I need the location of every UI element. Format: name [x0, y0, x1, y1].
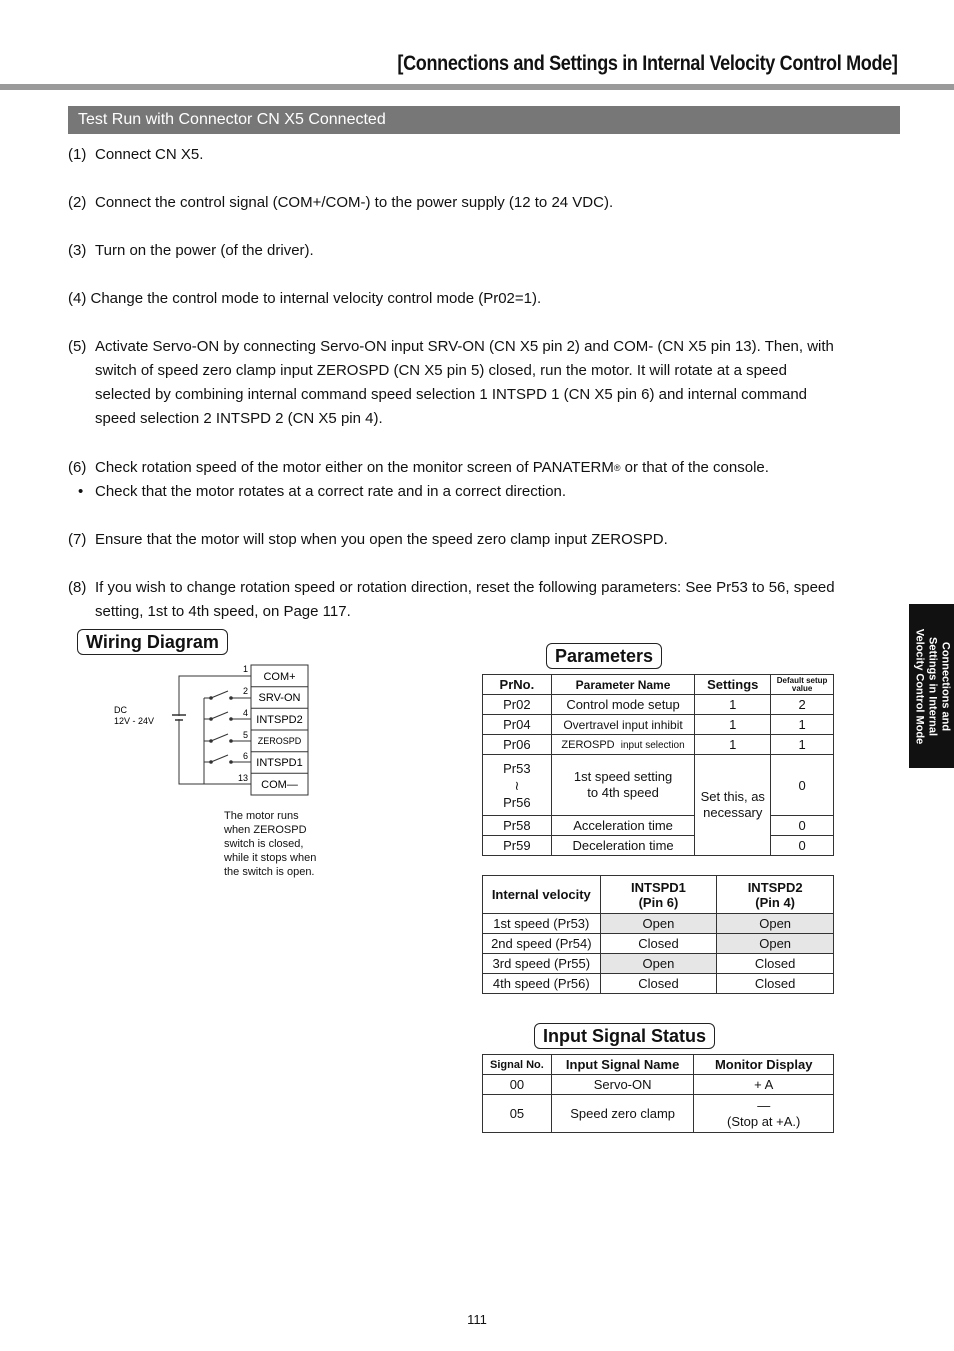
table-row [483, 836, 834, 856]
cell-signal-name: Speed zero clamp [551, 1095, 694, 1133]
col-header: Settings [695, 675, 771, 695]
setting-line: necessary [703, 805, 763, 820]
note-line: switch is closed, [224, 838, 304, 850]
step-line: setting, 1st to 4th speed, on Page 117. [95, 603, 351, 620]
range-tilde: ≀ [514, 777, 520, 793]
pin-number: 2 [242, 686, 248, 696]
header-line: Default setup [776, 675, 828, 685]
cell-setting: 1 [695, 735, 771, 755]
cell-prno: Pr59 [483, 836, 552, 856]
wiring-note [224, 809, 334, 879]
col-header: Parameter Name [551, 675, 695, 695]
note-line: while it stops when [224, 852, 317, 864]
cell-intspd1: Open [600, 914, 717, 934]
step-text: Ensure that the motor will stop when you open the speed zero clamp input ZEROSPD. [95, 531, 668, 548]
step-text-b: or that of the console. [620, 459, 769, 476]
col-header [717, 876, 834, 914]
header-rule [0, 84, 954, 90]
cell-default: 1 [771, 715, 834, 735]
cell-speed: 1st speed (Pr53) [483, 914, 601, 934]
range-start: Pr53 [503, 760, 531, 776]
cell-setting: 1 [695, 715, 771, 735]
cell-prno: Pr58 [483, 816, 552, 836]
cell-name-b: input selection [620, 739, 685, 751]
chapter-side-tab [909, 604, 954, 768]
header-line: value [791, 683, 813, 693]
parameters-table [482, 674, 834, 856]
range-end: Pr56 [503, 794, 531, 810]
step-line: selected by combining internal command speed selection 1 INTSPD 1 (CN X5 pin 6) and internal command [95, 386, 808, 403]
step-5 [68, 335, 908, 431]
step-3 [68, 239, 908, 263]
cell-intspd2: Closed [717, 974, 834, 994]
step-number: (6) [68, 459, 87, 476]
step-number: (2) [68, 194, 87, 211]
step-text: Connect the control signal (COM+/COM-) to the power supply (12 to 24 VDC). [95, 194, 614, 211]
cell-prno [483, 755, 552, 816]
cell-intspd1: Closed [600, 934, 717, 954]
section-title-bar: Test Run with Connector CN X5 Connected [68, 106, 900, 134]
pin-number: 6 [242, 751, 248, 761]
cell-signal-name: Servo-ON [551, 1075, 694, 1095]
cell-name [551, 755, 695, 816]
col-header: Internal velocity [483, 876, 601, 914]
step-1 [68, 143, 908, 167]
pin-label: SRV-ON [258, 692, 301, 704]
table-row [483, 954, 834, 974]
dc-range-label: 12V - 24V [114, 716, 155, 726]
step-number: (8) [68, 579, 87, 596]
table-row [483, 755, 834, 816]
cell-intspd1: Closed [600, 974, 717, 994]
step-line: Activate Servo-ON by connecting Servo-ON input SRV-ON (CN X5 pin 2) and COM- (CN X5 pin 13). Then, with [95, 338, 834, 355]
header-line: INTSPD1 [631, 879, 686, 895]
header-line: INTSPD2 [747, 879, 803, 895]
display-line: — [757, 1097, 771, 1113]
note-line: the switch is open. [224, 866, 315, 878]
cell-intspd2: Open [717, 914, 834, 934]
col-header: Monitor Display [694, 1055, 834, 1075]
cell-intspd1: Open [600, 954, 717, 974]
input-signal-table [482, 1054, 834, 1133]
step-line: switch of speed zero clamp input ZEROSPD (CN X5 pin 5) closed, run the motor. It will rotate at a speed [95, 362, 787, 379]
step-2 [68, 191, 908, 215]
header-line: (Pin 6) [638, 894, 679, 910]
table-row [483, 914, 834, 934]
step-text: (4) Change the control mode to internal velocity control mode (Pr02=1). [68, 290, 542, 307]
step-6 [68, 456, 908, 504]
cell-prno: Pr06 [483, 735, 552, 755]
cell-name [551, 735, 695, 755]
input-signal-status-heading: Input Signal Status [534, 1023, 715, 1049]
cell-signal-no: 00 [483, 1075, 552, 1095]
pin-number: 1 [242, 664, 248, 674]
cell-default: 1 [771, 735, 834, 755]
cell-default: 0 [771, 836, 834, 856]
table-row [483, 715, 834, 735]
cell-default: 0 [771, 755, 834, 816]
cell-name-a: ZEROSPD [561, 738, 615, 751]
pin-number: 4 [242, 708, 248, 718]
pin-label: INTSPD2 [256, 714, 303, 726]
table-row [483, 816, 834, 836]
name-line: to 4th speed [587, 785, 659, 800]
step-line: If you wish to change rotation speed or rotation direction, reset the following parameters: See Pr53 to 56, speed [95, 579, 835, 596]
pin-label: COM— [261, 779, 298, 791]
col-header: PrNo. [483, 675, 552, 695]
table-row [483, 695, 834, 715]
table-row [483, 974, 834, 994]
header-line: (Pin 4) [755, 894, 796, 910]
setting-line: Set this, as [700, 789, 765, 804]
side-tab-line: Velocity Control Mode [913, 628, 926, 744]
step-4 [68, 287, 908, 311]
cell-name: Acceleration time [551, 816, 695, 836]
step-number: (5) [68, 338, 87, 355]
step-number: (7) [68, 531, 87, 548]
step-text: Connect CN X5. [95, 146, 204, 163]
cell-name: Deceleration time [551, 836, 695, 856]
cell-name: Overtravel input inhibit [551, 715, 695, 735]
display-line: (Stop at +A.) [727, 1113, 801, 1129]
col-header [600, 876, 717, 914]
step-text: Turn on the power (of the driver). [95, 242, 314, 259]
step-line: speed selection 2 INTSPD 2 (CN X5 pin 4). [95, 410, 383, 427]
supply-wire [179, 676, 251, 784]
bullet-icon: • [78, 483, 84, 500]
cell-intspd2: Open [717, 934, 834, 954]
cell-prno: Pr02 [483, 695, 552, 715]
side-tab-line: Settings in Internal [926, 636, 939, 736]
step-number: (3) [68, 242, 87, 259]
step-8 [68, 576, 908, 624]
pin-label: COM+ [263, 671, 296, 683]
dc-label: DC [114, 705, 127, 715]
pin-number: 5 [242, 730, 248, 740]
cell-speed: 2nd speed (Pr54) [483, 934, 601, 954]
step-number: (1) [68, 146, 87, 163]
wiring-diagram [100, 660, 320, 800]
table-header-row [483, 1055, 834, 1075]
note-line: when ZEROSPD [224, 824, 307, 836]
table-row [483, 1075, 834, 1095]
name-line: 1st speed setting [573, 769, 673, 784]
cell-speed: 4th speed (Pr56) [483, 974, 601, 994]
cell-speed: 3rd speed (Pr55) [483, 954, 601, 974]
cell-default: 2 [771, 695, 834, 715]
pin-label: ZEROSPD [257, 736, 302, 746]
table-row [483, 1095, 834, 1133]
table-row [483, 735, 834, 755]
page-title: [Connections and Settings in Internal Velocity Control Mode] [397, 52, 898, 75]
step-7 [68, 528, 908, 552]
cell-default: 0 [771, 816, 834, 836]
col-header: Input Signal Name [551, 1055, 694, 1075]
note-line: The motor runs [224, 810, 299, 822]
wiring-diagram-heading: Wiring Diagram [77, 629, 228, 655]
cell-intspd2: Closed [717, 954, 834, 974]
cell-name: Control mode setup [551, 695, 695, 715]
step-text [95, 456, 769, 480]
pin-number: 13 [237, 773, 248, 783]
cell-monitor-display: + A [694, 1075, 834, 1095]
cell-prno: Pr04 [483, 715, 552, 735]
velocity-table [482, 875, 834, 994]
col-header: Signal No. [483, 1055, 552, 1075]
registered-mark: ® [613, 463, 621, 473]
cell-setting: 1 [695, 695, 771, 715]
step-text-a: Check rotation speed of the motor either on the monitor screen of PANATERM [95, 459, 614, 476]
table-header-row [483, 876, 834, 914]
table-row [483, 934, 834, 954]
cell-monitor-display [694, 1095, 834, 1133]
col-header [771, 675, 834, 695]
pin-label: INTSPD1 [256, 757, 303, 769]
cell-signal-no: 05 [483, 1095, 552, 1133]
side-tab-line: Connections and [939, 641, 952, 731]
parameters-heading: Parameters [546, 643, 662, 669]
bullet-text: Check that the motor rotates at a correct rate and in a correct direction. [95, 483, 567, 500]
table-header-row [483, 675, 834, 695]
cell-setting-shared [695, 755, 771, 856]
page-number: 111 [467, 1312, 487, 1327]
